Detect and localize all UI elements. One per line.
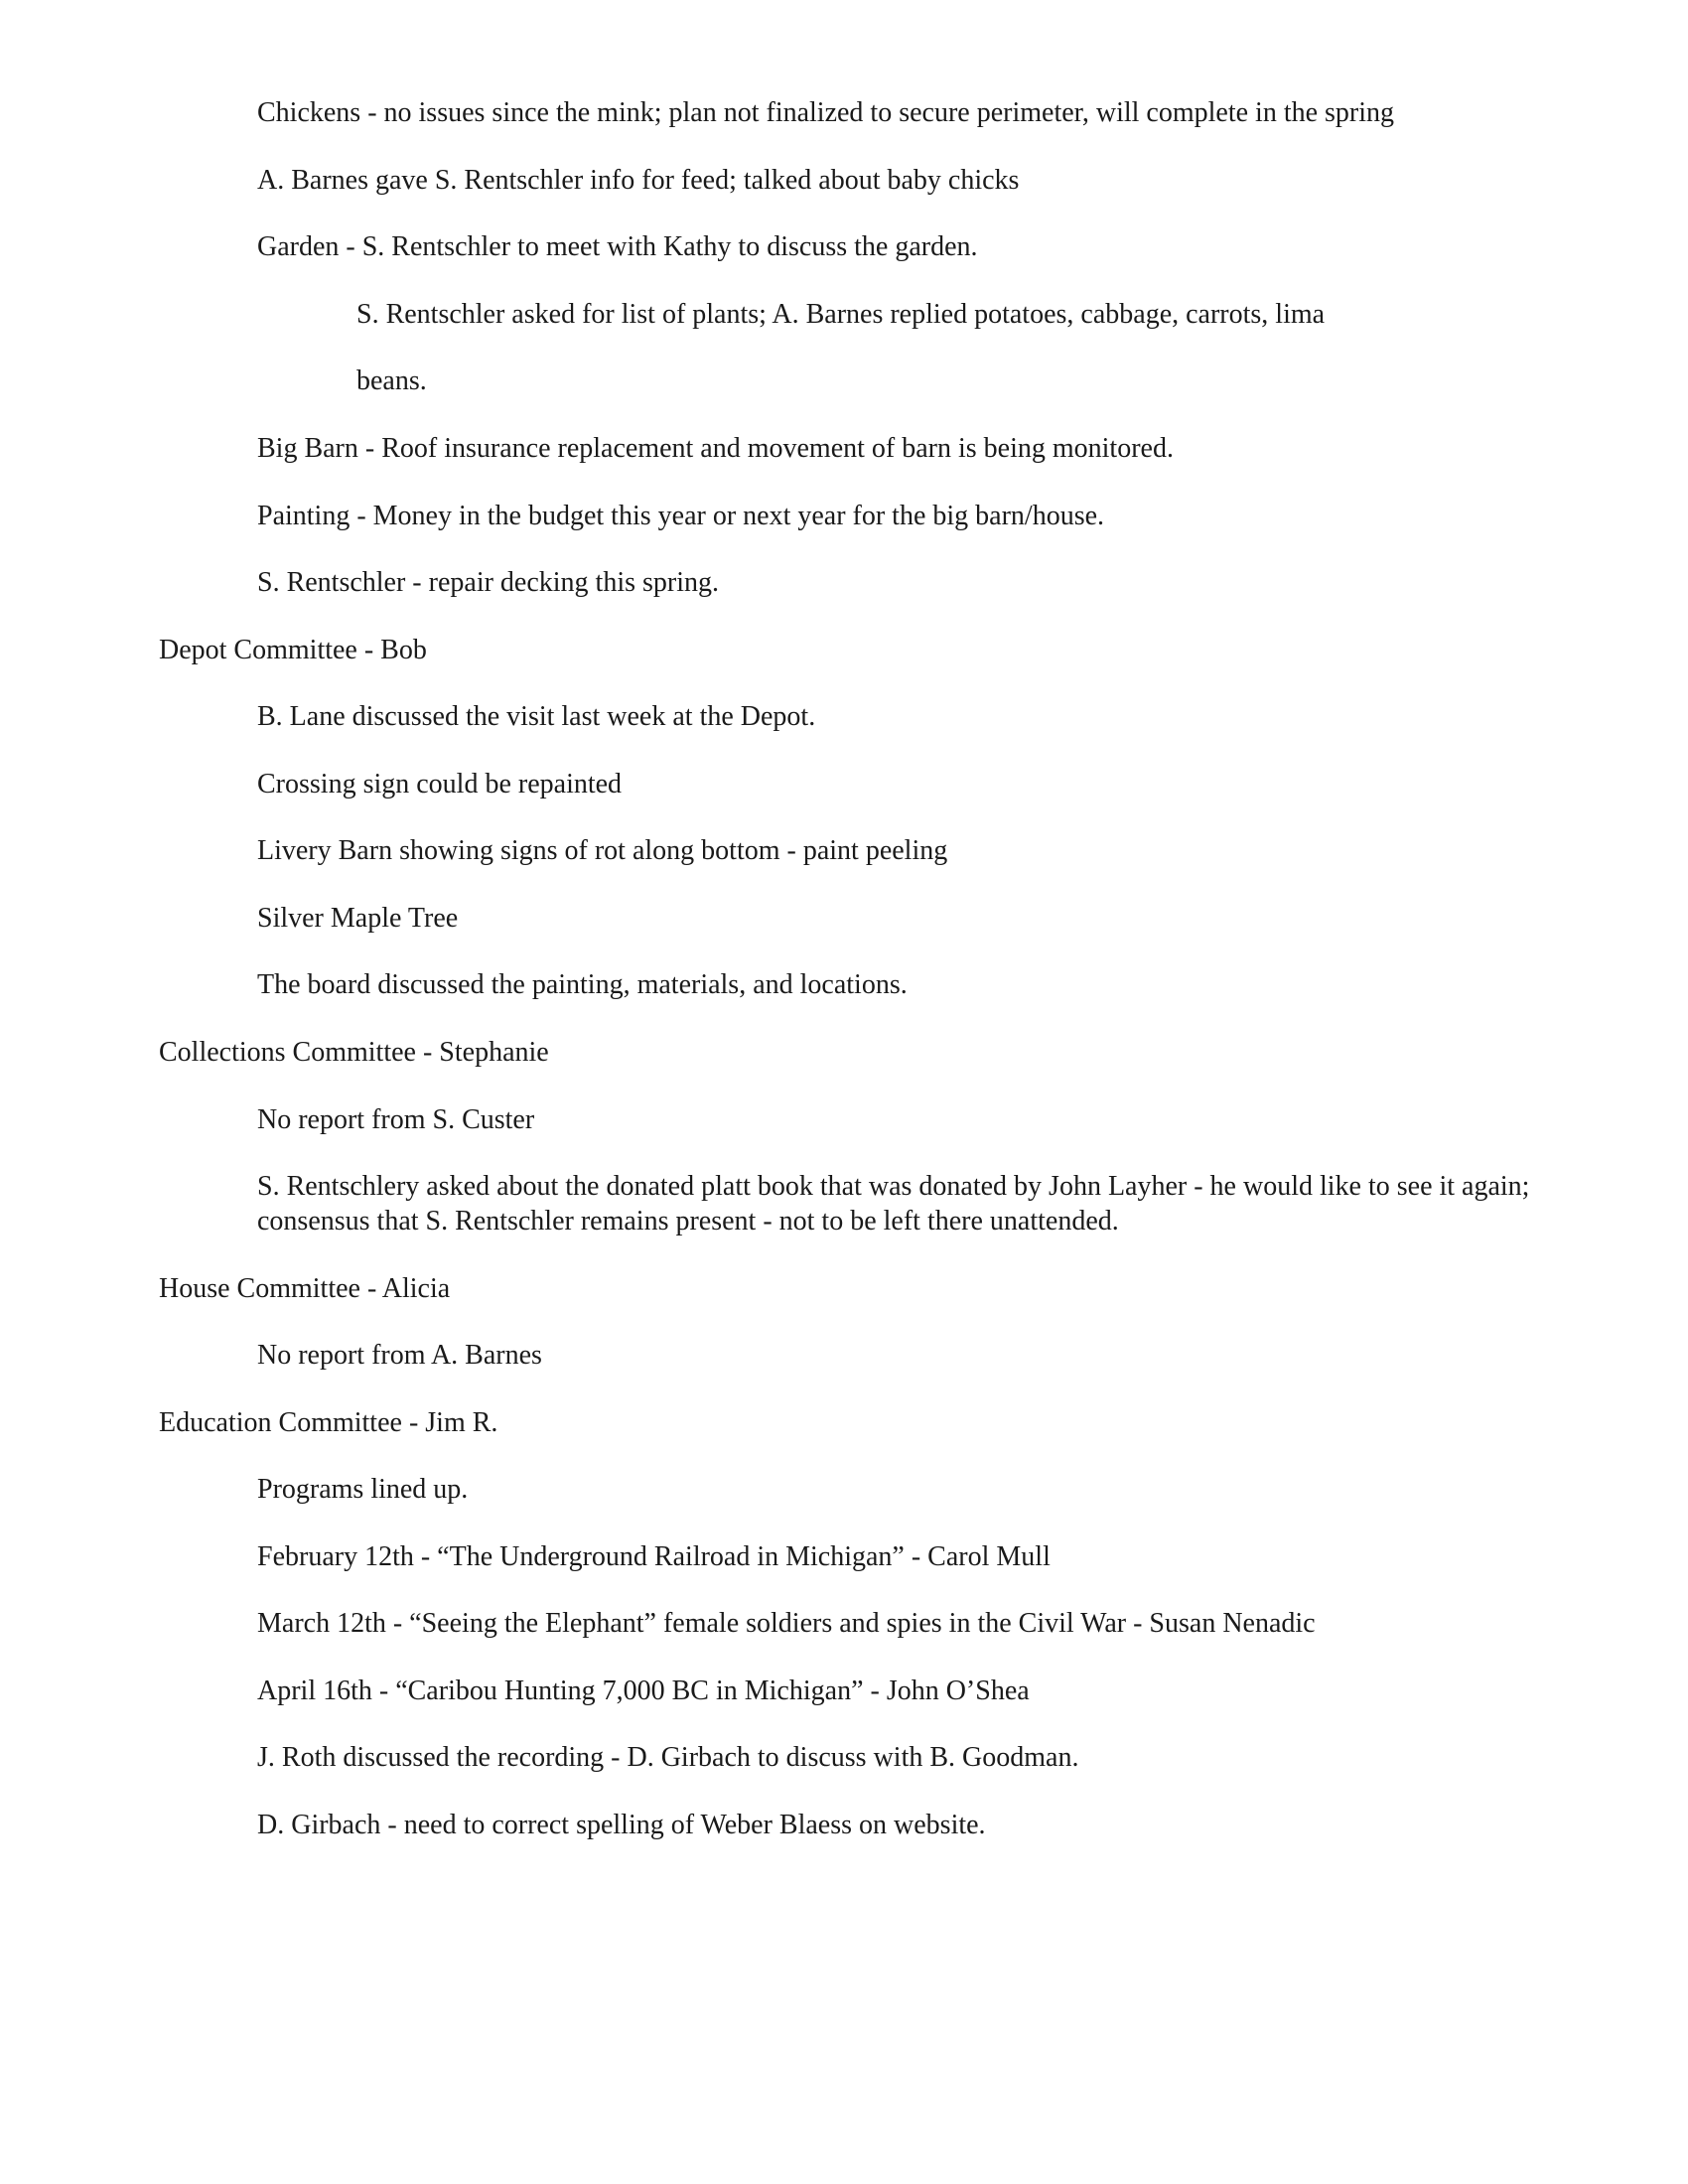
- custer-report-note: No report from S. Custer: [257, 1104, 535, 1135]
- depot-committee-heading: Depot Committee - Bob: [159, 635, 427, 665]
- big-barn-note: Big Barn - Roof insurance replacement and movement of barn is being monitored.: [257, 433, 1174, 464]
- recording-note: J. Roth discussed the recording - D. Girbach to discuss with B. Goodman.: [257, 1742, 1079, 1773]
- program-april: April 16th - “Caribou Hunting 7,000 BC in Michigan” - John O’Shea: [257, 1675, 1030, 1706]
- barnes-report-note: No report from A. Barnes: [257, 1340, 542, 1371]
- decking-note: S. Rentschler - repair decking this spring.: [257, 567, 720, 598]
- program-march: March 12th - “Seeing the Elephant” female soldiers and spies in the Civil War - Susan Nenadic: [257, 1608, 1316, 1639]
- plants-list-continuation: beans.: [356, 365, 427, 396]
- platt-book-note: S. Rentschlery asked about the donated platt book that was donated by John Layher - he would like to see it again; consensus that S. Rentschler remains present - not to be left there unattended.: [257, 1171, 1530, 1237]
- collections-committee-heading: Collections Committee - Stephanie: [159, 1037, 549, 1068]
- program-february: February 12th - “The Underground Railroad in Michigan” - Carol Mull: [257, 1541, 1051, 1572]
- livery-barn-note: Livery Barn showing signs of rot along bottom - paint peeling: [257, 835, 948, 866]
- feed-note: A. Barnes gave S. Rentschler info for feed; talked about baby chicks: [257, 165, 1020, 196]
- website-spelling-note: D. Girbach - need to correct spelling of Weber Blaess on website.: [257, 1810, 986, 1840]
- depot-visit-note: B. Lane discussed the visit last week at the Depot.: [257, 701, 816, 732]
- painting-note: Painting - Money in the budget this year or next year for the big barn/house.: [257, 501, 1105, 531]
- chickens-note: Chickens - no issues since the mink; plan not finalized to secure perimeter, will complete in the spring: [257, 97, 1395, 128]
- programs-note: Programs lined up.: [257, 1474, 469, 1505]
- silver-maple-note: Silver Maple Tree: [257, 903, 459, 934]
- plants-list-note: S. Rentschler asked for list of plants; A. Barnes replied potatoes, cabbage, carrots, lima: [356, 299, 1326, 330]
- garden-note: Garden - S. Rentschler to meet with Kathy to discuss the garden.: [257, 231, 978, 262]
- board-discussion-note: The board discussed the painting, materials, and locations.: [257, 969, 908, 1000]
- education-committee-heading: Education Committee - Jim R.: [159, 1407, 498, 1438]
- house-committee-heading: House Committee - Alicia: [159, 1273, 451, 1304]
- crossing-sign-note: Crossing sign could be repainted: [257, 769, 623, 800]
